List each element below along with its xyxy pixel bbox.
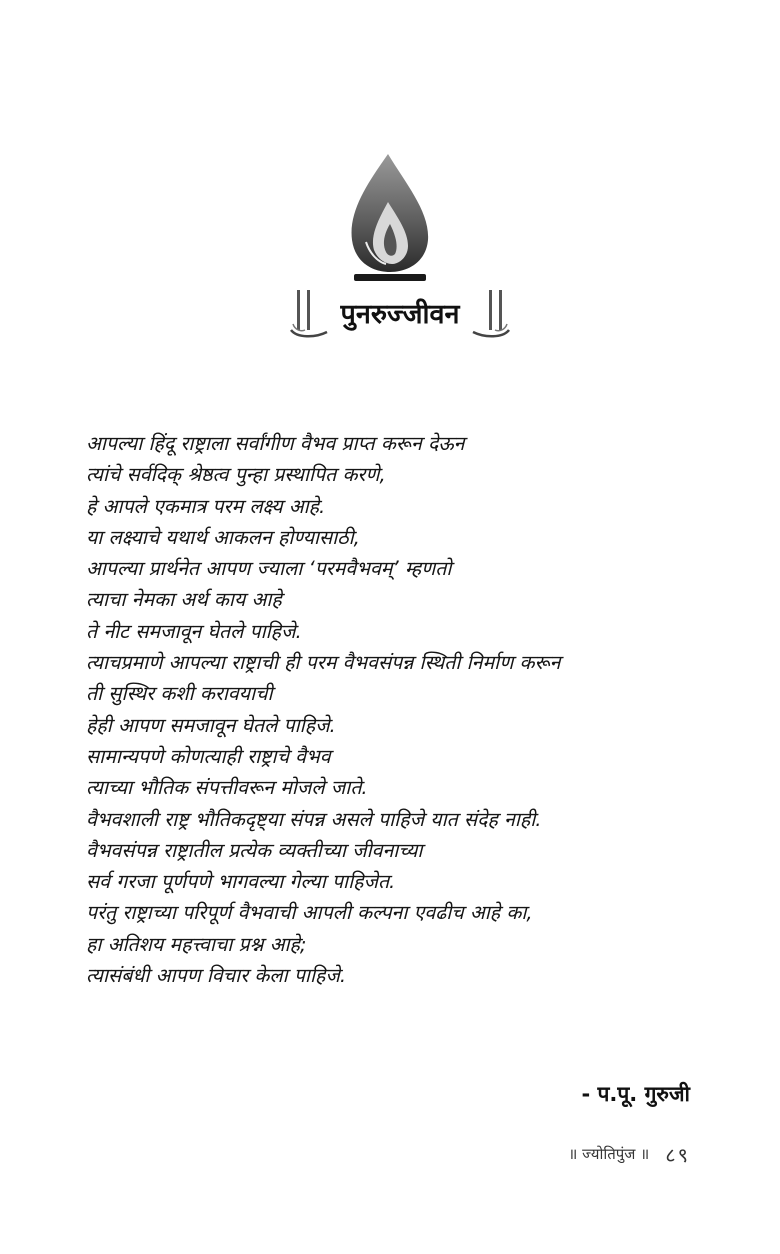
lamp-flame-icon: [340, 150, 440, 285]
text-line: या लक्ष्याचे यथार्थ आकलन होण्यासाठी,: [86, 525, 360, 549]
text-line: त्याचप्रमाणे आपल्या राष्ट्राची ही परम वैभवसंपन्न स्थिती निर्माण करून: [86, 651, 561, 675]
text-line: वैभवसंपन्न राष्ट्रातील प्रत्येक व्यक्तीच्या जीवनाच्या: [86, 838, 423, 862]
double-danda-ornament-icon: [469, 284, 513, 340]
text-line: आपल्या हिंदू राष्ट्राला सर्वांगीण वैभव प्राप्त करून देऊन: [86, 432, 465, 455]
author-signature: - प.पू. गुरुजी: [581, 1082, 690, 1106]
text-line: त्यासंबंधी आपण विचार केला पाहिजे.: [86, 964, 347, 988]
text-line: आपल्या प्रार्थनेत आपण ज्याला ‘परमवैभवम्’ म्हणतो: [86, 557, 452, 581]
text-line: ते नीट समजावून घेतले पाहिजे.: [86, 619, 302, 643]
page-footer: [568, 1138, 690, 1170]
text-line: सामान्यपणे कोणत्याही राष्ट्राचे वैभव: [86, 744, 331, 768]
text-line: ती सुस्थिर कशी करावयाची: [86, 682, 273, 706]
body-text: [86, 428, 736, 991]
text-line: हे आपले एकमात्र परम लक्ष्य आहे.: [86, 494, 326, 518]
text-line: हा अतिशय महत्त्वाचा प्रश्न आहे;: [86, 932, 307, 956]
text-line: परंतु राष्ट्राच्या परिपूर्ण वैभवाची आपली कल्पना एवढीच आहे का,: [86, 901, 533, 925]
heading-banner: [270, 282, 530, 342]
text-line: वैभवशाली राष्ट्र भौतिकदृष्ट्या संपन्न असले पाहिजे यात संदेह नाही.: [86, 807, 542, 831]
text-line: हेही आपण समजावून घेतले पाहिजे.: [86, 713, 336, 737]
double-danda-ornament-icon: [287, 284, 331, 340]
text-line: त्यांचे सर्वदिक् श्रेष्ठत्व पुन्हा प्रस्थापित करणे,: [86, 463, 386, 487]
book-title: ॥ ज्योतिपुंज ॥: [568, 1145, 650, 1163]
text-line: सर्व गरजा पूर्णपणे भागवल्या गेल्या पाहिजेत.: [86, 870, 396, 894]
page-title: पुनरुज्जीवन: [340, 298, 460, 330]
page-number: ८९: [665, 1142, 690, 1167]
text-line: त्याचा नेमका अर्थ काय आहे: [86, 588, 282, 612]
text-line: त्याच्या भौतिक संपत्तीवरून मोजले जाते.: [86, 776, 368, 800]
